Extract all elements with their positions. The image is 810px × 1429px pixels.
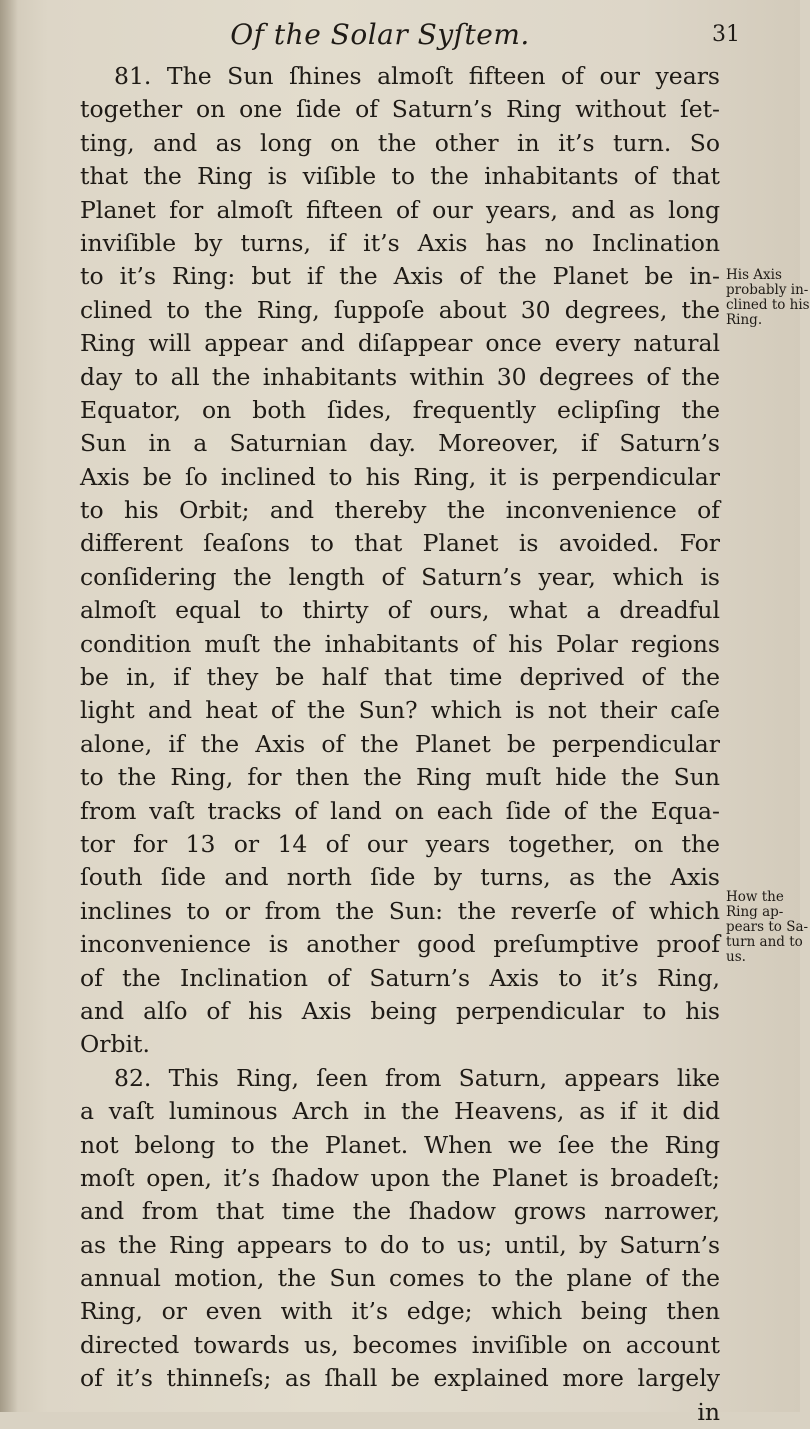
text-line: directed towards us, becomes inviſible on account — [80, 1330, 720, 1359]
text-line: 82. This Ring, ſeen from Saturn, appears like — [114, 1063, 720, 1092]
text-line: Planet for almoſt fifteen of our years, and as long — [80, 195, 720, 224]
text-line: that the Ring is viſible to the inhabitants of that — [80, 162, 720, 191]
text-line: not belong to the Planet. When we ſee the Ring — [80, 1130, 720, 1159]
margin-note-line: pears to Sa- — [726, 919, 809, 935]
body-text — [80, 60, 720, 1429]
gutter-shadow — [0, 0, 18, 1412]
text-line: to the Ring, for then the Ring muſt hide the Sun — [80, 763, 720, 792]
text-line: and from that time the ſhadow grows narrower, — [80, 1197, 720, 1226]
text-line: Ring, or even with it’s edge; which being then — [80, 1297, 720, 1326]
page-header — [0, 18, 800, 58]
margin-note-line: clined to his — [726, 297, 810, 313]
text-line: condition muſt the inhabitants of his Polar regions — [80, 629, 720, 658]
text-line: be in, if they be half that time deprived of the — [80, 663, 720, 692]
page-number: 31 — [712, 22, 740, 47]
text-line: alone, if the Axis of the Planet be perpendicular — [80, 729, 720, 758]
text-line: a vaſt luminous Arch in the Heavens, as if it did — [80, 1097, 720, 1126]
text-line: 81. The Sun ſhines almoſt fifteen of our years — [114, 62, 720, 90]
text-line: clined to the Ring, ſuppoſe about 30 degrees, the — [80, 295, 720, 324]
text-line: from vaſt tracks of land on each ſide of the Equa- — [80, 796, 720, 825]
margin-note-line: How the — [726, 889, 784, 905]
margin-note-line: His Axis — [726, 267, 782, 283]
text-line: Axis be ſo inclined to his Ring, it is perpendicular — [80, 462, 720, 491]
text-line: together on one ſide of Saturn’s Ring without ſet- — [80, 95, 720, 124]
text-line: different ſeaſons to that Planet is avoided. For — [80, 529, 720, 558]
text-line: conſidering the length of Saturn’s year, which is — [80, 562, 720, 591]
margin-note-line: Ring. — [726, 312, 763, 328]
text-line: Sun in a Saturnian day. Moreover, if Saturn’s — [80, 429, 720, 458]
text-line: of it’s thinneſs; as ſhall be explained more largely — [80, 1364, 720, 1393]
text-line: annual motion, the Sun comes to the plane of the — [80, 1264, 720, 1293]
text-line: ting, and as long on the other in it’s turn. So — [80, 128, 720, 157]
text-line: moſt open, it’s ſhadow upon the Planet is broadeſt; — [80, 1163, 720, 1192]
running-head: Of the Solar Syſtem. — [230, 18, 530, 51]
margin-note — [726, 889, 809, 965]
text-line: inconvenience is another good preſumptive proof — [80, 930, 720, 959]
margin-note-line: Ring ap- — [726, 904, 784, 920]
text-line: Ring will appear and diſappear once every natural — [80, 329, 720, 358]
text-line: day to all the inhabitants within 30 degrees of the — [80, 362, 720, 391]
text-line: light and heat of the Sun? which is not their caſe — [80, 696, 720, 725]
margin-note-line: us. — [726, 949, 746, 965]
text-line: to his Orbit; and thereby the inconvenience of — [80, 496, 720, 525]
margin-note — [726, 267, 810, 328]
text-line: ſouth ſide and north ſide by turns, as the Axis — [80, 863, 720, 892]
margin-note-line: turn and to — [726, 934, 803, 950]
text-line: almoſt equal to thirty of ours, what a dreadful — [80, 596, 720, 625]
text-line: to it’s Ring: but if the Axis of the Planet be in- — [80, 262, 720, 291]
text-line: as the Ring appears to do to us; until, by Saturn’s — [80, 1230, 720, 1259]
text-line: and alſo of his Axis being perpendicular to his — [80, 996, 720, 1025]
text-line: Orbit. — [80, 1030, 150, 1059]
margin-note-line: probably in- — [726, 282, 809, 298]
text-line: tor for 13 or 14 of our years together, on the — [80, 829, 720, 858]
text-line: Equator, on both ſides, frequently eclipſing the — [80, 395, 720, 424]
text-line: inclines to or from the Sun: the reverſe of which — [80, 896, 720, 925]
text-line: of the Inclination of Saturn’s Axis to it’s Ring, — [80, 963, 720, 992]
text-line: in — [697, 1397, 720, 1426]
text-line: inviſible by turns, if it’s Axis has no Inclination — [80, 228, 720, 257]
